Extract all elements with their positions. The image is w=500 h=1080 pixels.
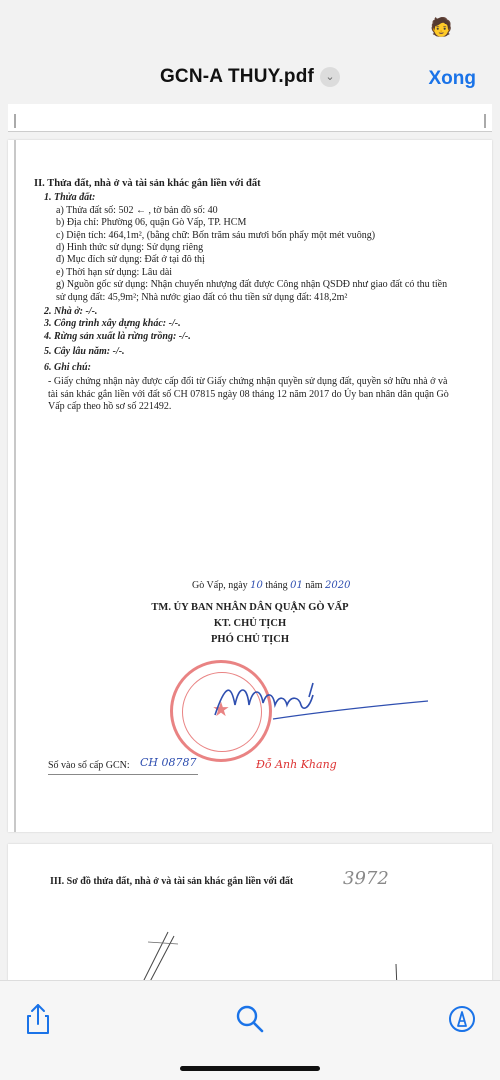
date-year-label: năm (305, 580, 323, 591)
issue-date (192, 580, 351, 591)
status-bar (0, 0, 500, 44)
land-line: c) Diện tích: 464,1m², (bằng chữ: Bốn trăm sáu mươi bốn phẩy một mét vuông) (56, 229, 376, 241)
page-edge-mark (14, 114, 16, 128)
document-page[interactable] (8, 140, 492, 832)
title-menu[interactable] (0, 66, 500, 88)
memoji-avatar-icon: 🧑 (430, 17, 453, 37)
search-button[interactable] (230, 999, 270, 1039)
date-day: 10 (250, 580, 263, 591)
land-line: e) Thời hạn sử dụng: Lâu dài (56, 266, 173, 278)
land-line: đ) Mục đích sử dụng: Đất ở tại đô thị (56, 254, 205, 266)
land-line: b) Địa chỉ: Phường 06, quận Gò Vấp, TP. HCM (56, 217, 247, 229)
search-icon[interactable] (230, 999, 270, 1039)
certificate-text (34, 178, 454, 413)
section-3-heading: III. Sơ đồ thửa đất, nhà ở và tài sản khác gắn liền với đất (50, 876, 294, 887)
construction-line: 3. Công trình xây dựng khác: -/-. (44, 318, 181, 330)
markup-pen-icon[interactable] (442, 999, 482, 1039)
forest-line: 4. Rừng sản xuất là rừng trồng: -/-. (44, 330, 191, 342)
house-line: 2. Nhà ở: -/-. (44, 306, 98, 318)
page-border (14, 140, 16, 832)
land-line: a) Thửa đất số: 502 ← , tờ bản đồ số: 40 (56, 204, 218, 216)
page-edge-mark (484, 114, 486, 128)
register-label: Số vào sổ cấp GCN: (48, 760, 130, 771)
section-2-heading: II. Thửa đất, nhà ở và tài sản khác gắn liền với đất (34, 178, 261, 189)
signer-title: PHÓ CHỦ TỊCH (211, 634, 289, 645)
bottom-toolbar (0, 980, 500, 1080)
share-icon[interactable] (18, 999, 58, 1039)
handwritten-signature (213, 675, 433, 725)
land-subheading: 1. Thửa đất: (44, 192, 96, 204)
date-month: 01 (290, 580, 303, 591)
issuing-authority: TM. ỦY BAN NHÂN DÂN QUẬN GÒ VẤP (151, 602, 349, 613)
signer-role: KT. CHỦ TỊCH (213, 618, 287, 629)
done-button[interactable]: Xong (428, 68, 476, 89)
notes-heading: 6. Ghi chú: (44, 361, 91, 373)
notes-text: - Giấy chứng nhận này được cấp đổi từ Giấy chứng nhận quyền sử dụng đất, quyền sở hữu nhà ở và tài sản khác gắn liền với đất số CH 07815 ngày 08 tháng 12 năm 2017 do Ủy ban nhân dân quận Gò Vấp cấp theo hồ sơ số 221492. (48, 376, 449, 412)
land-origin: g) Nguồn gốc sử dụng: Nhận chuyển nhượng đất được Công nhận QSDĐ như giao đất có thu tiền sử dụng đất: 45,9m²; Nhà nước giao đất có thu tiền sử dụng đất: 418,2m² (56, 279, 448, 303)
land-line: d) Hình thức sử dụng: Sử dụng riêng (56, 242, 204, 254)
nav-bar (0, 50, 500, 110)
date-month-label: tháng (265, 580, 288, 591)
date-prefix: Gò Vấp, ngày (192, 580, 248, 591)
home-indicator[interactable] (180, 1066, 320, 1071)
signer-name: Đỗ Anh Khang (256, 758, 337, 771)
date-year: 2020 (325, 580, 351, 591)
register-underline (48, 774, 198, 775)
markup-button[interactable] (442, 999, 482, 1039)
register-number: CH 08787 (140, 756, 197, 769)
document-title[interactable]: GCN-A THUY.pdf (159, 66, 315, 87)
previous-page (8, 104, 492, 132)
chevron-down-icon[interactable]: ⌄ (320, 67, 340, 87)
pencil-note: 3972 (343, 868, 389, 889)
share-button[interactable] (18, 999, 58, 1039)
perennial-line: 5. Cây lâu năm: -/-. (44, 346, 125, 358)
